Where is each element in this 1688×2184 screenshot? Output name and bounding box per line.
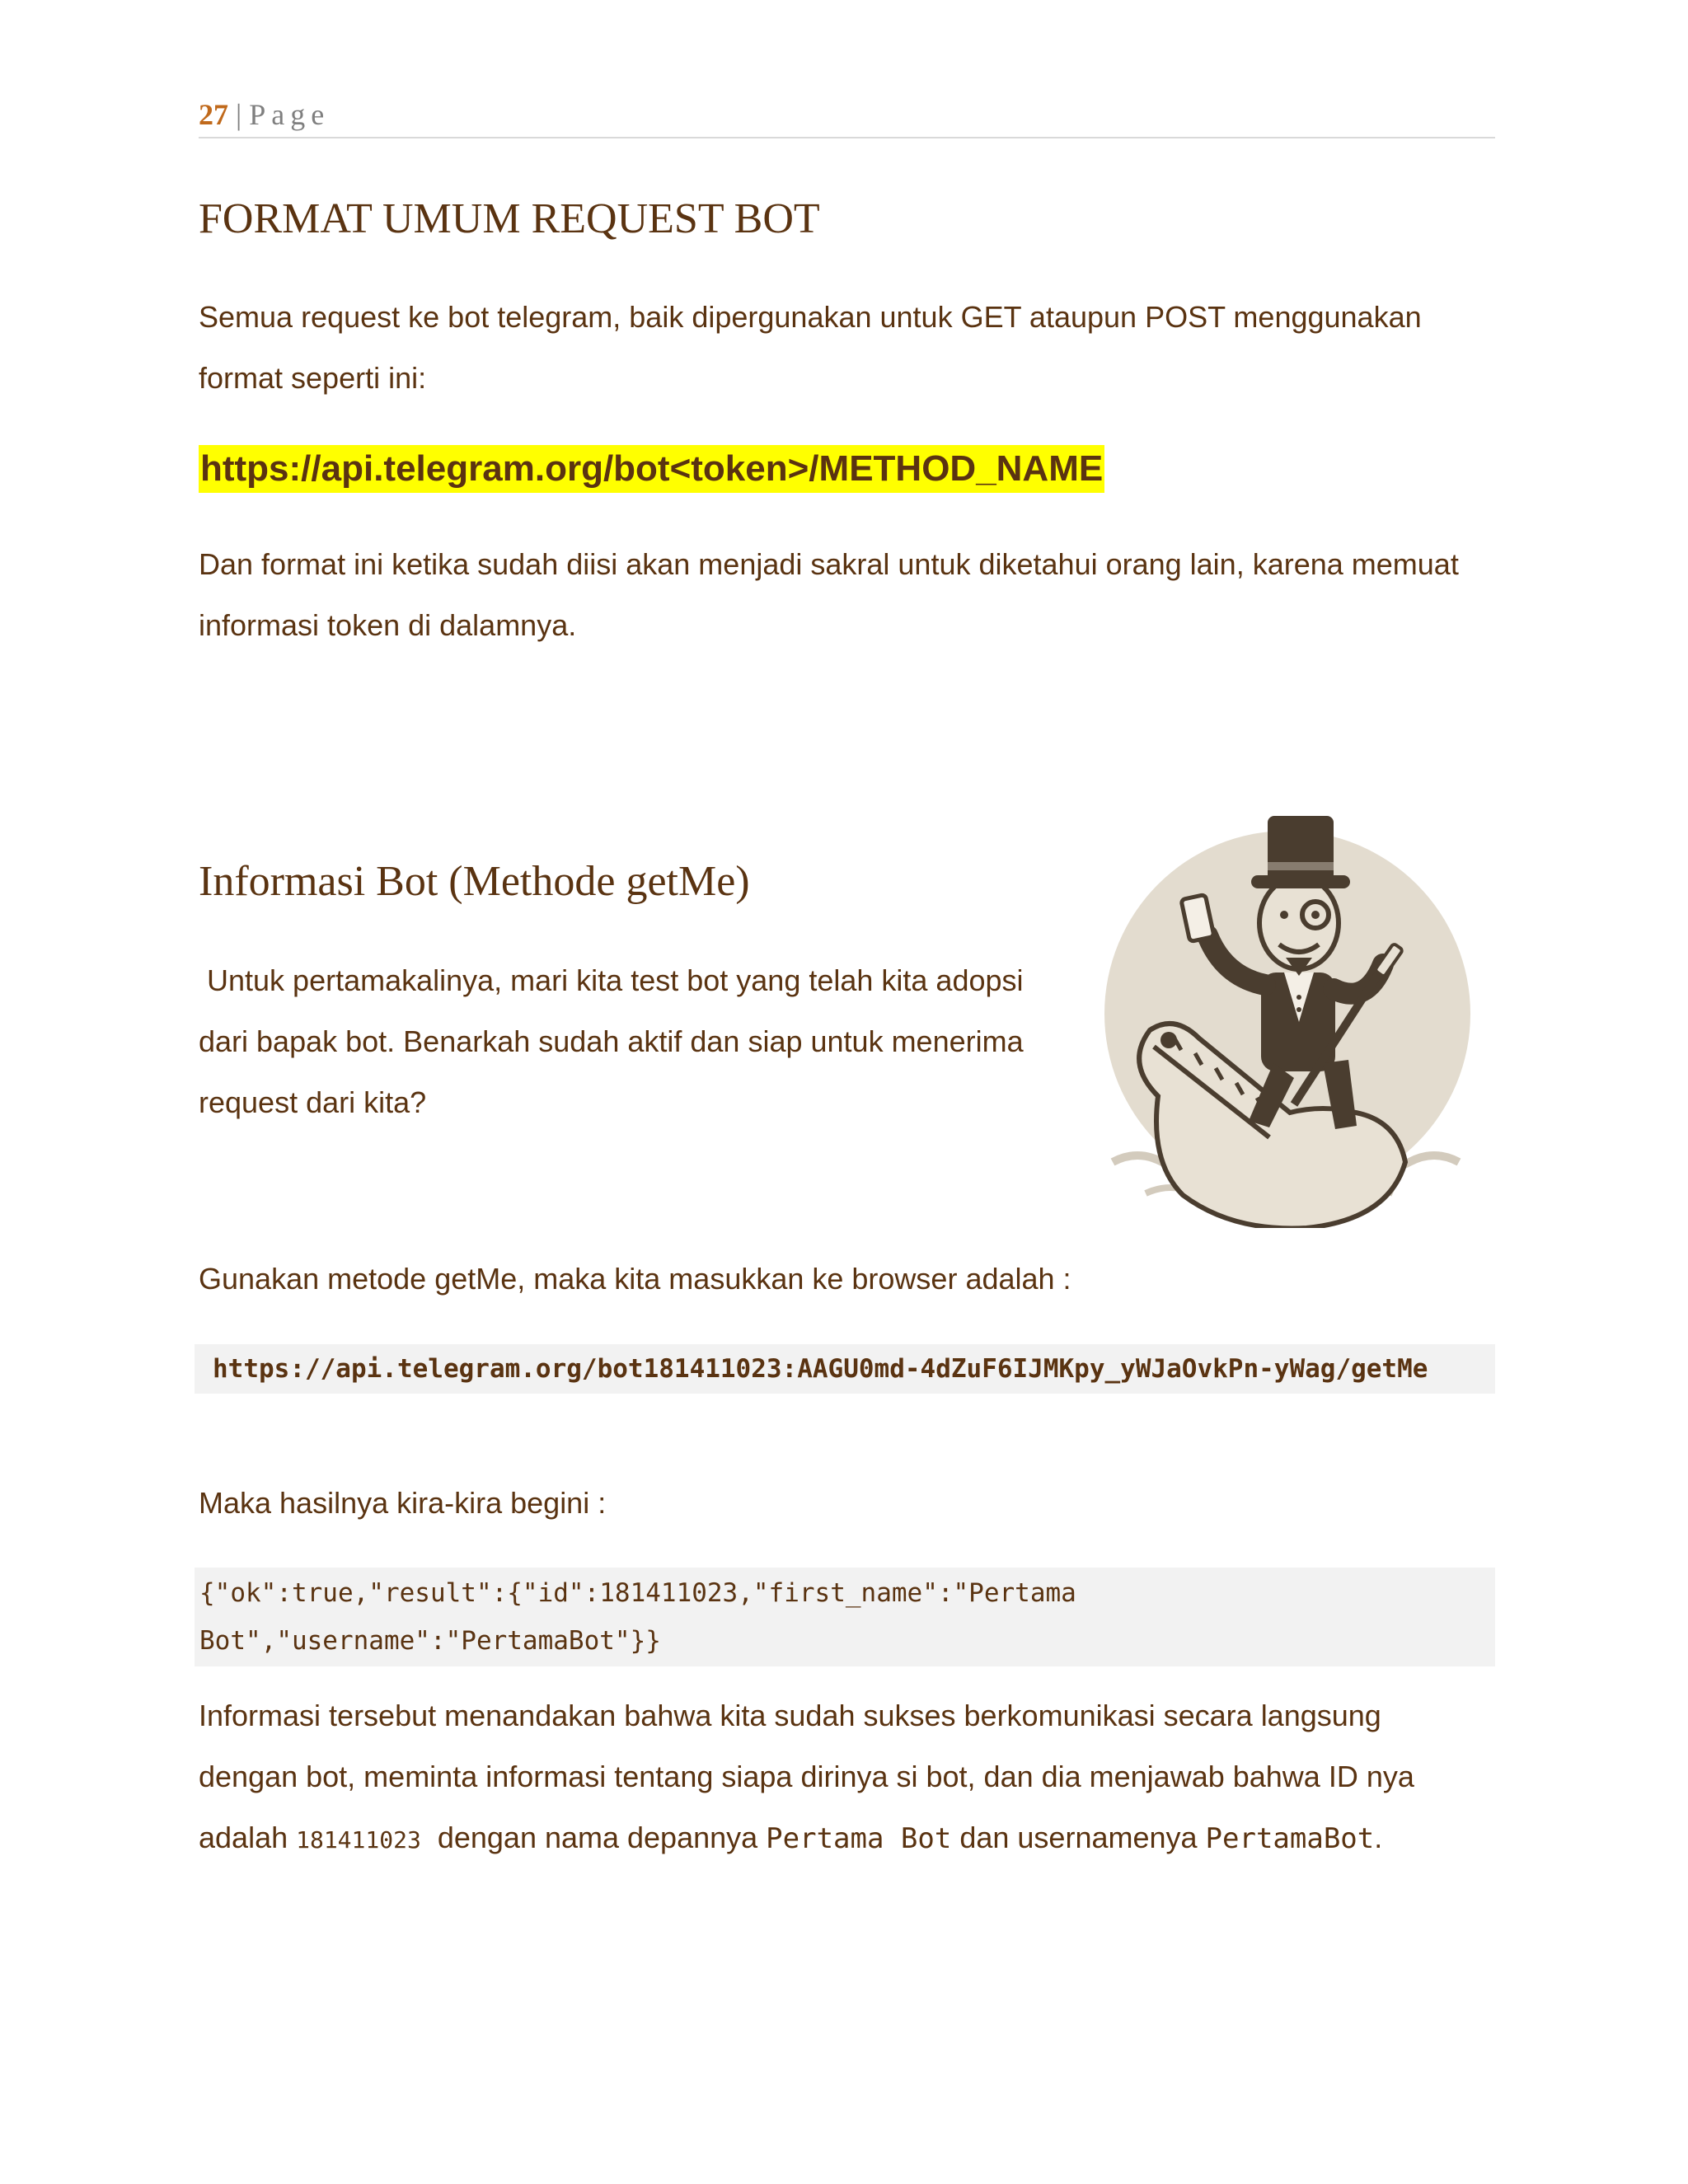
format-note-line2: informasi token di dalamnya. [199, 608, 577, 642]
header-separator: | [236, 98, 242, 131]
result-json-code [195, 1568, 1495, 1666]
result-json-line1: {"ok":true,"result":{"id":181411023,"first_name":"Pertama [199, 1578, 1076, 1608]
conclusion-line2: dengan bot, meminta informasi tentang siapa dirinya si bot, dan dia menjawab bahwa ID nya [199, 1760, 1414, 1793]
format-intro-line1: Semua request ke bot telegram, baik dipergunakan untuk GET ataupun POST menggunakan [199, 300, 1422, 334]
format-intro-line2: format seperti ini: [199, 361, 427, 395]
page-label: Page [249, 98, 331, 131]
getme-intro-paragraph [199, 950, 1024, 1133]
format-note-line1: Dan format ini ketika sudah diisi akan menjadi sakral untuk diketahui orang lain, karena memuat [199, 547, 1459, 581]
section-title-format: FORMAT UMUM REQUEST BOT [199, 195, 820, 242]
getme-instruction: Gunakan metode getMe, maka kita masukkan ke browser adalah : [199, 1262, 1071, 1296]
conclusion-end: . [1374, 1821, 1383, 1854]
conclusion-line1: Informasi tersebut menandakan bahwa kita sudah sukses berkomunikasi secara langsung [199, 1699, 1381, 1732]
format-note-paragraph [199, 534, 1459, 656]
conclusion-prefix: adalah [199, 1821, 297, 1854]
page-number: 27 [199, 98, 228, 131]
getme-intro-line3: request dari kita? [199, 1085, 427, 1119]
botfather-illustration [1096, 799, 1484, 1228]
format-intro-paragraph [199, 287, 1422, 409]
result-json-line2: Bot","username":"PertamaBot"}} [199, 1626, 661, 1656]
conclusion-paragraph [199, 1685, 1414, 1871]
result-intro: Maka hasilnya kira-kira begini : [199, 1486, 607, 1520]
conclusion-bot-id: 181411023 [296, 1826, 421, 1854]
url-format-highlight: https://api.telegram.org/bot<token>/METHOD_NAME [199, 445, 1104, 493]
conclusion-mid2: dan usernamenya [951, 1821, 1206, 1854]
page-header [199, 97, 1495, 138]
request-url-code: https://api.telegram.org/bot181411023:AAGU0md-4dZuF6IJMKpy_yWJaOvkPn-yWag/getMe [195, 1344, 1495, 1394]
getme-intro-line2: dari bapak bot. Benarkah sudah aktif dan siap untuk menerima [199, 1024, 1024, 1058]
conclusion-username: PertamaBot [1205, 1822, 1375, 1855]
getme-intro-line1: Untuk pertamakalinya, mari kita test bot yang telah kita adopsi [199, 963, 1024, 997]
conclusion-first-name: Pertama Bot [766, 1822, 952, 1855]
conclusion-mid: dengan nama depannya [420, 1821, 767, 1854]
section-title-getme: Informasi Bot (Methode getMe) [199, 858, 750, 905]
